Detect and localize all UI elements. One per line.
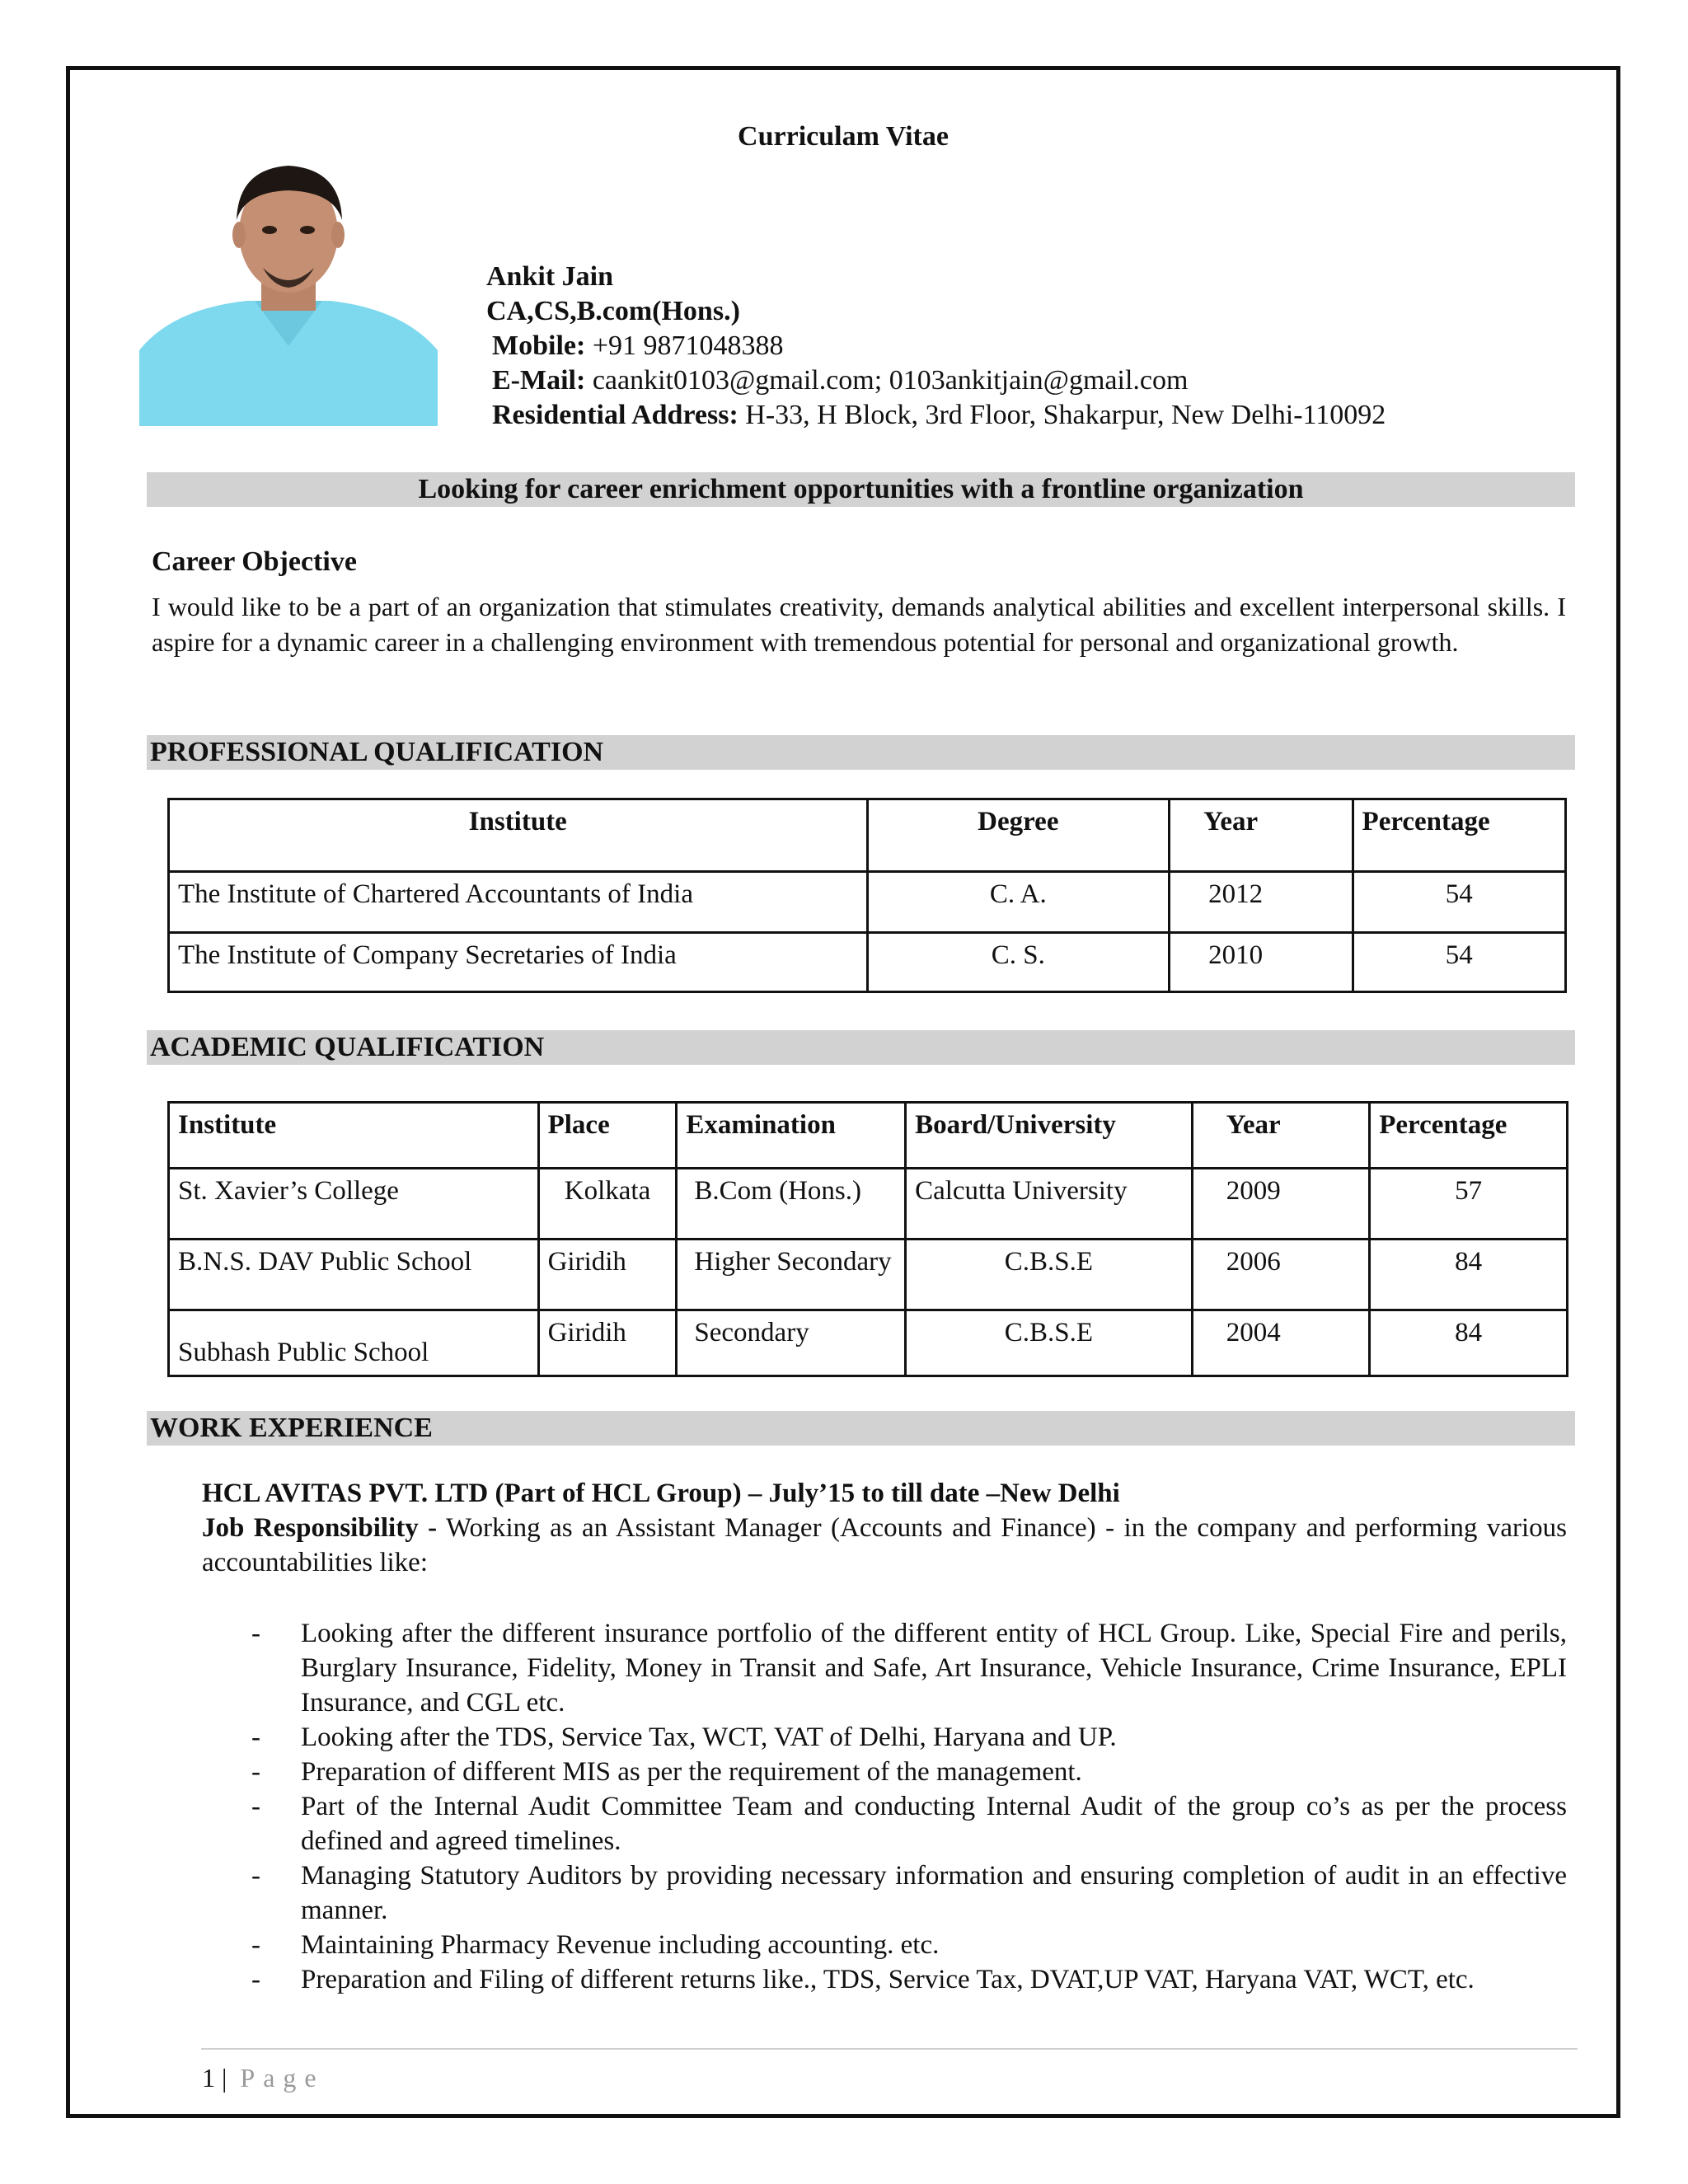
list-item: - Looking after the TDS, Service Tax, WCT, VAT of Delhi, Haryana and UP. [202, 1720, 1567, 1755]
table-cell: The Institute of Chartered Accountants of India [169, 872, 868, 933]
table-cell: The Institute of Company Secretaries of India [169, 933, 868, 992]
page-number: 1 [202, 2063, 215, 2093]
column-header: Institute [169, 799, 868, 872]
column-header: Year [1192, 1103, 1370, 1169]
cv-page [66, 66, 1620, 2118]
column-header: Percentage [1353, 799, 1565, 872]
work-heading-text: WORK EXPERIENCE [150, 1413, 433, 1443]
tagline-band [147, 472, 1575, 507]
column-header: Percentage [1370, 1103, 1568, 1169]
table-cell: 2010 [1170, 933, 1353, 992]
table-cell: C. A. [867, 872, 1170, 933]
mobile-line [492, 329, 1386, 363]
professional-qualification-heading [147, 735, 1575, 770]
table-cell: C. S. [867, 933, 1170, 992]
email-value: caankit0103@gmail.com; 0103ankitjain@gmail.com [592, 365, 1189, 396]
mobile-value: +91 9871048388 [592, 330, 784, 361]
table-cell: 84 [1370, 1240, 1568, 1310]
responsibility-list [202, 1616, 1567, 1997]
contact-block [486, 260, 1386, 433]
address-line [492, 398, 1386, 433]
address-label: Residential Address: [492, 400, 738, 430]
table-cell: Giridih [538, 1310, 677, 1376]
work-experience-block [202, 1476, 1567, 1997]
table-row [169, 872, 1566, 933]
table-cell: 54 [1353, 872, 1565, 933]
table-cell: C.B.S.E [906, 1240, 1193, 1310]
table-cell: 57 [1370, 1169, 1568, 1240]
table-header-row [169, 1103, 1568, 1169]
table-cell: Calcutta University [906, 1169, 1193, 1240]
table-cell: 2012 [1170, 872, 1353, 933]
career-objective-text: I would like to be a part of an organization that stimulates creativity, demands analytical abilities and excellent interpersonal skills. I aspire for a dynamic career in a challenging environment with tremendous potential for personal and organizational growth. [152, 592, 1566, 657]
document-title: Curriculam Vitae [738, 121, 949, 152]
table-cell: 84 [1370, 1310, 1568, 1376]
email-line [492, 363, 1386, 398]
list-item: - Part of the Internal Audit Committee Team and conducting Internal Audit of the group co’s as per the process defined and agreed timelines. [202, 1789, 1567, 1858]
table-cell: 2004 [1192, 1310, 1370, 1376]
job-responsibility-label: Job Responsibility - [202, 1513, 438, 1543]
company-line: HCL AVITAS PVT. LTD (Part of HCL Group) – July’15 to till date –New Delhi [202, 1479, 1120, 1508]
table-cell: Higher Secondary [677, 1240, 906, 1310]
list-item: - Preparation and Filing of different returns like., TDS, Service Tax, DVAT,UP VAT, Haryana VAT, WCT, etc. [202, 1962, 1567, 1997]
candidate-qualifications: CA,CS,B.com(Hons.) [486, 296, 740, 326]
mobile-label: Mobile: [492, 330, 586, 361]
table-cell: 2006 [1192, 1240, 1370, 1310]
table-row [169, 1310, 1568, 1376]
tagline-text: Looking for career enrichment opportunities with a frontline organization [418, 474, 1304, 504]
table-cell: 54 [1353, 933, 1565, 992]
column-header: Institute [169, 1103, 539, 1169]
footer-separator: | [222, 2063, 227, 2093]
column-header: Examination [677, 1103, 906, 1169]
table-cell: Secondary [677, 1310, 906, 1376]
table-cell: C.B.S.E [906, 1310, 1193, 1376]
table-cell: B.Com (Hons.) [677, 1169, 906, 1240]
table-cell: B.N.S. DAV Public School [169, 1240, 539, 1310]
table-cell: 2009 [1192, 1169, 1370, 1240]
list-item: - Looking after the different insurance portfolio of the different entity of HCL Group. Like, Special Fire and perils, Burglary Insurance, Fidelity, Money in Transit and Safe, Art Insurance, Vehicle Insurance, Crime Insurance, EPLI Insurance, and CGL etc. [202, 1616, 1567, 1720]
table-cell: Subhash Public School [169, 1310, 539, 1376]
list-item: - Preparation of different MIS as per the requirement of the management. [202, 1755, 1567, 1789]
job-responsibility-text: Working as an Assistant Manager (Accounts and Finance) - in the company and performing various accountabilities like: [202, 1513, 1567, 1577]
list-item: - Managing Statutory Auditors by providing necessary information and ensuring completion of audit in an effective manner. [202, 1858, 1567, 1928]
academic-qualification-table [167, 1101, 1568, 1377]
list-item: - Maintaining Pharmacy Revenue including accounting. etc. [202, 1928, 1567, 1962]
profile-photo [139, 144, 438, 426]
candidate-name: Ankit Jain [486, 261, 613, 292]
academic-heading-text: ACADEMIC QUALIFICATION [150, 1032, 545, 1062]
page-word: Page [240, 2063, 325, 2093]
page-footer [202, 2063, 325, 2093]
table-cell: Kolkata [538, 1169, 677, 1240]
column-header: Degree [867, 799, 1170, 872]
career-objective-heading: Career Objective [152, 546, 357, 577]
job-responsibility [202, 1511, 1567, 1580]
table-header-row [169, 799, 1566, 872]
table-row [169, 1169, 1568, 1240]
table-row [169, 1240, 1568, 1310]
column-header: Year [1170, 799, 1353, 872]
address-value: H-33, H Block, 3rd Floor, Shakarpur, New Delhi-110092 [745, 400, 1386, 430]
work-experience-heading [147, 1411, 1575, 1446]
column-header: Board/University [906, 1103, 1193, 1169]
footer-divider [201, 2048, 1578, 2050]
academic-qualification-heading [147, 1030, 1575, 1065]
table-cell: St. Xavier’s College [169, 1169, 539, 1240]
email-label: E-Mail: [492, 365, 586, 396]
column-header: Place [538, 1103, 677, 1169]
table-row [169, 933, 1566, 992]
table-cell: Giridih [538, 1240, 677, 1310]
professional-heading-text: PROFESSIONAL QUALIFICATION [150, 737, 604, 767]
professional-qualification-table [167, 798, 1567, 993]
